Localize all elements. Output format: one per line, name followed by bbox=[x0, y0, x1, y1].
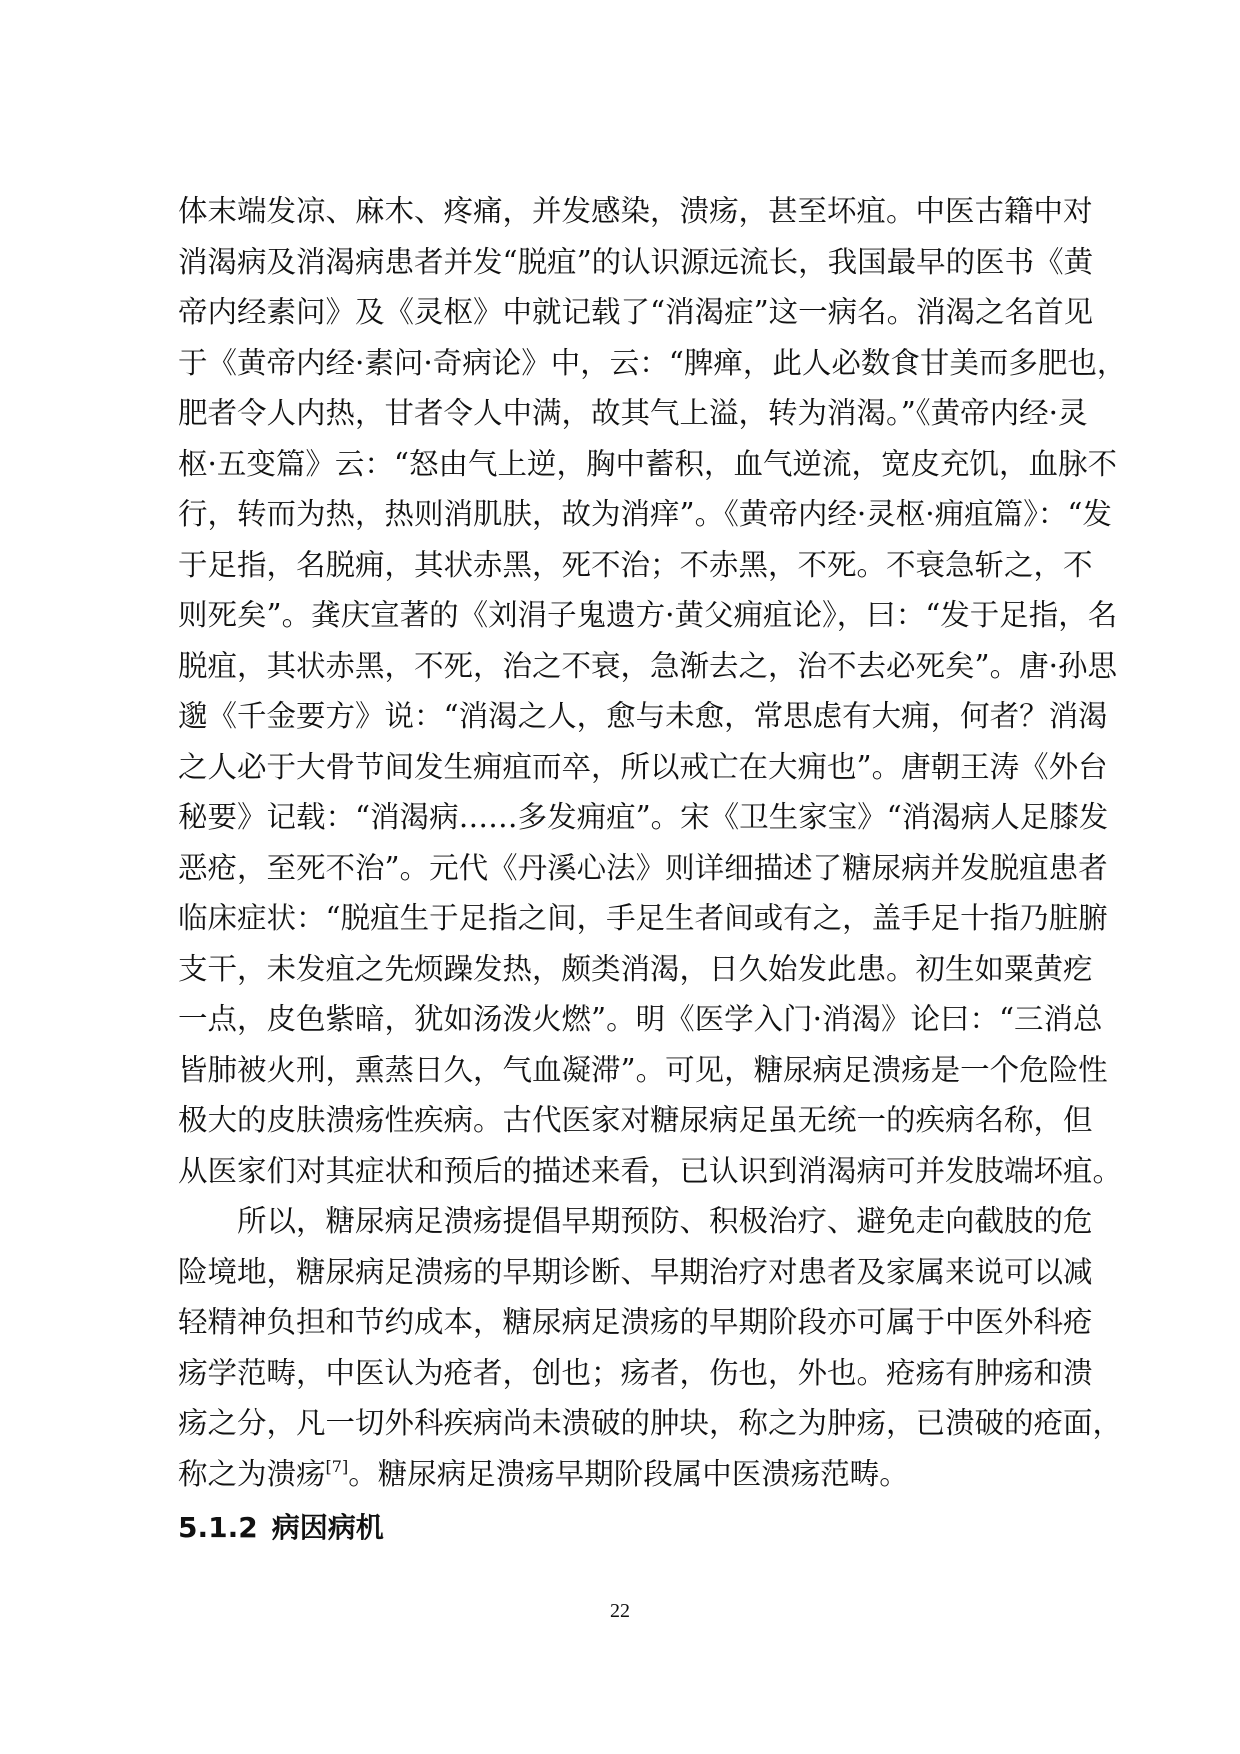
text-line: 支干，未发疽之先烦躁发热，颇类消渴，日久始发此患。初生如粟黄疙 bbox=[178, 951, 1093, 986]
page-number: 22 bbox=[610, 1600, 630, 1622]
text-line: 轻精神负担和节约成本，糖尿病足溃疡的早期阶段亦可属于中医外科疮 bbox=[178, 1305, 1093, 1339]
text-line: 皆肺被火刑，熏蒸日久，气血凝滞”。可见，糖尿病足溃疡是一个危险性 bbox=[178, 1052, 1108, 1087]
text-line: 疡学范畴，中医认为疮者，创也；疡者，伤也，外也。疮疡有肿疡和溃 bbox=[178, 1355, 1093, 1390]
text-line: 则死矣”。龚庆宣著的《刘涓子鬼遗方·黄父痈疽论》，曰：“发于足指，名 bbox=[178, 598, 1118, 632]
text-run: 称之为溃疡 bbox=[178, 1456, 326, 1491]
paragraph bbox=[178, 186, 1127, 1196]
text-line: 脱疽，其状赤黑，不死，治之不衰，急渐去之，治不去必死矣”。唐·孙思 bbox=[178, 648, 1117, 683]
text-line: 枢·五变篇》云：“怒由气上逆，胸中蓄积，血气逆流，宽皮充饥，血脉不 bbox=[178, 446, 1117, 481]
text-line: 极大的皮肤溃疡性疾病。古代医家对糖尿病足虽无统一的疾病名称，但 bbox=[178, 1103, 1093, 1137]
body-text bbox=[178, 186, 1127, 1499]
text-line: 秘要》记载：“消渴病……多发痈疽”。宋《卫生家宝》“消渴病人足膝发 bbox=[178, 800, 1109, 834]
text-line: 肥者令人内热，甘者令人中满，故其气上溢，转为消渴。”《黄帝内经·灵 bbox=[178, 396, 1088, 430]
text-line: 之人必于大骨节间发生痈疽而卒，所以戒亡在大痈也”。唐朝王涛《外台 bbox=[178, 749, 1108, 784]
text-line: 所以，糖尿病足溃疡提倡早期预防、积极治疗、避免走向截肢的危 bbox=[237, 1204, 1093, 1238]
text-line: 帝内经素问》及《灵枢》中就记载了“消渴症”这一病名。消渴之名首见 bbox=[178, 295, 1094, 329]
text-line: 体末端发凉、麻木、疼痛，并发感染，溃疡，甚至坏疽。中医古籍中对 bbox=[178, 194, 1093, 228]
text-line: 一点，皮色紫暗，犹如汤泼火燃”。明《医学入门·消渴》论曰：“三消总 bbox=[178, 1002, 1103, 1036]
paragraph bbox=[178, 1196, 1123, 1499]
text-run: 。糖尿病足溃疡早期阶段属中医溃疡范畴。 bbox=[348, 1456, 909, 1491]
text-line: 险境地，糖尿病足溃疡的早期诊断、早期治疗对患者及家属来说可以减 bbox=[178, 1254, 1093, 1289]
text-line: 邈《千金要方》说：“消渴之人，愈与未愈，常思虑有大痈，何者？消渴 bbox=[178, 699, 1108, 733]
text-line: 行，转而为热，热则消肌肤，故为消痒”。《黄帝内经·灵枢·痈疽篇》：“发 bbox=[178, 497, 1112, 531]
citation-reference: [7] bbox=[325, 1456, 349, 1476]
section-heading bbox=[178, 1508, 384, 1548]
text-line: 恶疮，至死不治”。元代《丹溪心法》则详细描述了糖尿病并发脱疽患者 bbox=[178, 850, 1108, 885]
text-line: 于《黄帝内经·素问·奇病论》中，云：“脾瘅，此人必数食甘美而多肥也， bbox=[178, 345, 1127, 380]
text-line: 于足指，名脱痈，其状赤黑，死不治；不赤黑，不死。不衰急斩之，不 bbox=[178, 547, 1093, 582]
text-line: 疡之分，凡一切外科疾病尚未溃破的肿块，称之为肿疡，已溃破的疮面， bbox=[178, 1406, 1123, 1440]
text-line: 从医家们对其症状和预后的描述来看，已认识到消渴病可并发肢端坏疽。 bbox=[178, 1153, 1123, 1188]
section-title: 病因病机 bbox=[271, 1511, 384, 1544]
text-line: 临床症状：“脱疽生于足指之间，手足生者间或有之，盖手足十指乃脏腑 bbox=[178, 901, 1108, 935]
section-number: 5.1.2 bbox=[178, 1511, 258, 1544]
text-line bbox=[178, 1449, 1078, 1500]
text-line: 消渴病及消渴病患者并发“脱疽”的认识源远流长，我国最早的医书《黄 bbox=[178, 244, 1094, 279]
